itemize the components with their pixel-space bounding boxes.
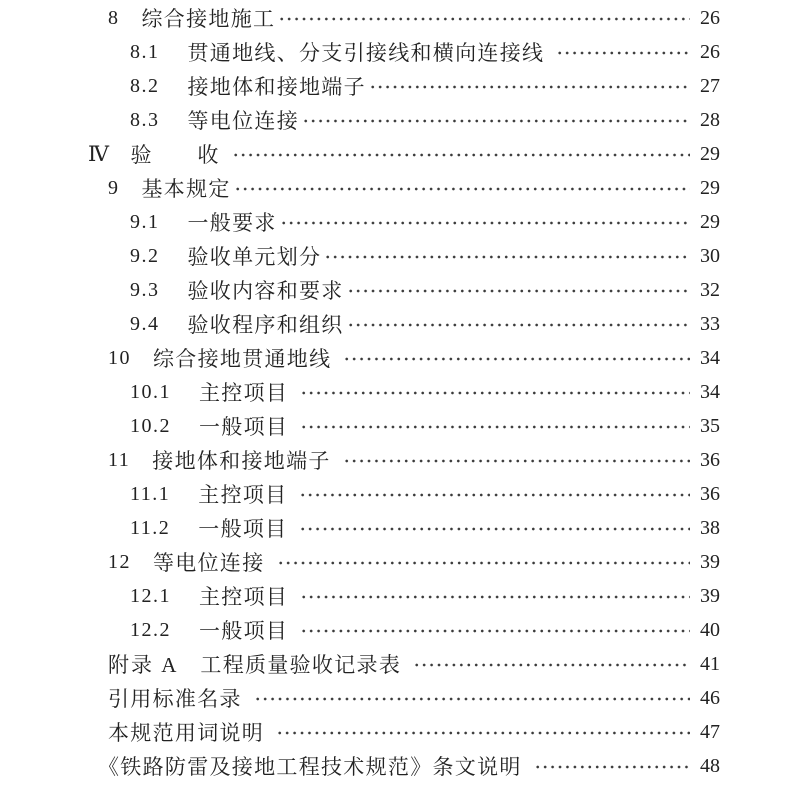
toc-section-entry bbox=[0, 273, 720, 307]
entry-number: 10 bbox=[108, 346, 131, 369]
entry-number: 8.2 bbox=[130, 74, 160, 97]
leader-dots bbox=[280, 220, 690, 226]
page-number: 36 bbox=[700, 482, 720, 505]
toc-section-entry bbox=[0, 613, 720, 647]
page-number: 29 bbox=[700, 176, 720, 199]
entry-number: 10.2 bbox=[130, 414, 171, 437]
page-number: 33 bbox=[700, 312, 720, 335]
toc-section-entry bbox=[0, 511, 720, 545]
leader-dots bbox=[556, 50, 690, 56]
entry-number: 9.3 bbox=[130, 278, 160, 301]
table-of-contents-page bbox=[0, 1, 800, 791]
leader-dots bbox=[369, 84, 690, 90]
entry-number: 9.4 bbox=[130, 312, 160, 335]
page-number: 29 bbox=[700, 142, 720, 165]
page-number: 38 bbox=[700, 516, 720, 539]
toc-chapter-entry bbox=[0, 1, 720, 35]
entry-title: 一般要求 bbox=[187, 211, 277, 235]
page-number: 41 bbox=[700, 652, 720, 675]
toc-section-entry bbox=[0, 239, 720, 273]
toc-chapter-entry bbox=[0, 443, 720, 477]
entry-number: 12.2 bbox=[130, 618, 171, 641]
page-number: 48 bbox=[700, 754, 720, 777]
page-number: 29 bbox=[700, 210, 720, 233]
toc-backmatter-entry bbox=[0, 681, 720, 715]
entry-title: 验收程序和组织 bbox=[187, 313, 344, 337]
entry-title: 等电位连接 bbox=[153, 551, 265, 575]
page-number: 46 bbox=[700, 686, 720, 709]
toc-chapter-entry bbox=[0, 545, 720, 579]
entry-title: 综合接地贯通地线 bbox=[153, 347, 332, 371]
leader-dots bbox=[299, 526, 690, 532]
entry-title: 本规范用词说明 bbox=[108, 721, 265, 745]
toc-section-entry bbox=[0, 375, 720, 409]
page-number: 34 bbox=[700, 346, 720, 369]
entry-title: 主控项目 bbox=[199, 585, 289, 609]
entry-title: 工程质量验收记录表 bbox=[200, 653, 402, 677]
entry-title: 引用标准名录 bbox=[108, 687, 242, 711]
entry-title: 验收内容和要求 bbox=[187, 279, 344, 303]
page-number: 32 bbox=[700, 278, 720, 301]
toc-section-entry bbox=[0, 409, 720, 443]
page-number: 47 bbox=[700, 720, 720, 743]
entry-title: 一般项目 bbox=[199, 619, 289, 643]
entry-number: 9.1 bbox=[130, 210, 160, 233]
leader-dots bbox=[299, 492, 690, 498]
page-number: 39 bbox=[700, 584, 720, 607]
entry-number: 8.1 bbox=[130, 40, 160, 63]
leader-dots bbox=[300, 390, 690, 396]
entry-title: 等电位连接 bbox=[187, 109, 299, 133]
page-number: 26 bbox=[700, 6, 720, 29]
entry-number: 11.2 bbox=[130, 516, 171, 539]
leader-dots bbox=[254, 696, 690, 702]
page-number: 27 bbox=[700, 74, 720, 97]
toc-section-entry bbox=[0, 103, 720, 137]
leader-dots bbox=[276, 730, 690, 736]
entry-number: 10.1 bbox=[130, 380, 171, 403]
page-number: 36 bbox=[700, 448, 720, 471]
entry-title: 验收单元划分 bbox=[187, 245, 322, 269]
entry-title: 《铁路防雷及接地工程技术规范》条文说明 bbox=[98, 755, 522, 779]
toc-backmatter-entry bbox=[0, 749, 720, 783]
leader-dots bbox=[324, 254, 690, 260]
page-number: 39 bbox=[700, 550, 720, 573]
leader-dots bbox=[347, 322, 690, 328]
page-number: 28 bbox=[700, 108, 720, 131]
leader-dots bbox=[234, 186, 690, 192]
entry-title: 综合接地施工 bbox=[141, 7, 276, 31]
toc-section-entry bbox=[0, 205, 720, 239]
part-numeral: Ⅳ bbox=[88, 141, 111, 166]
entry-number: 12.1 bbox=[130, 584, 171, 607]
appendix-label: 附录 A bbox=[108, 653, 179, 677]
entry-number: 9.2 bbox=[130, 244, 160, 267]
leader-dots bbox=[277, 560, 691, 566]
leader-dots bbox=[343, 356, 690, 362]
entry-number: 11.1 bbox=[130, 482, 171, 505]
leader-dots bbox=[300, 424, 690, 430]
page-number: 30 bbox=[700, 244, 720, 267]
entry-number: 9 bbox=[108, 176, 120, 199]
leader-dots bbox=[232, 152, 690, 158]
toc-section-entry bbox=[0, 477, 720, 511]
toc-part-heading bbox=[0, 137, 720, 171]
entry-title: 主控项目 bbox=[199, 381, 289, 405]
entry-title: 接地体和接地端子 bbox=[187, 75, 366, 99]
entry-title: 主控项目 bbox=[198, 483, 288, 507]
entry-title: 验 收 bbox=[130, 143, 220, 167]
leader-dots bbox=[413, 662, 690, 668]
entry-number: 11 bbox=[108, 448, 131, 471]
leader-dots bbox=[300, 594, 690, 600]
toc-chapter-entry bbox=[0, 341, 720, 375]
leader-dots bbox=[347, 288, 690, 294]
toc-section-entry bbox=[0, 307, 720, 341]
toc-backmatter-entry bbox=[0, 715, 720, 749]
leader-dots bbox=[300, 628, 690, 634]
entry-number: 8.3 bbox=[130, 108, 160, 131]
page-number: 40 bbox=[700, 618, 720, 641]
leader-dots bbox=[343, 458, 690, 464]
toc-appendix-entry bbox=[0, 647, 720, 681]
leader-dots bbox=[534, 764, 690, 770]
entry-number: 8 bbox=[108, 6, 120, 29]
leader-dots bbox=[302, 118, 690, 124]
toc-section-entry bbox=[0, 69, 720, 103]
entry-title: 贯通地线、分支引接线和横向连接线 bbox=[187, 41, 545, 65]
entry-title: 接地体和接地端子 bbox=[152, 449, 331, 473]
toc-section-entry bbox=[0, 579, 720, 613]
entry-number: 12 bbox=[108, 550, 131, 573]
toc-chapter-entry bbox=[0, 171, 720, 205]
entry-title: 一般项目 bbox=[199, 415, 289, 439]
page-number: 35 bbox=[700, 414, 720, 437]
page-number: 34 bbox=[700, 380, 720, 403]
toc-section-entry bbox=[0, 35, 720, 69]
entry-title: 基本规定 bbox=[141, 177, 231, 201]
page-number: 26 bbox=[700, 40, 720, 63]
entry-title: 一般项目 bbox=[198, 517, 288, 541]
leader-dots bbox=[278, 16, 690, 22]
